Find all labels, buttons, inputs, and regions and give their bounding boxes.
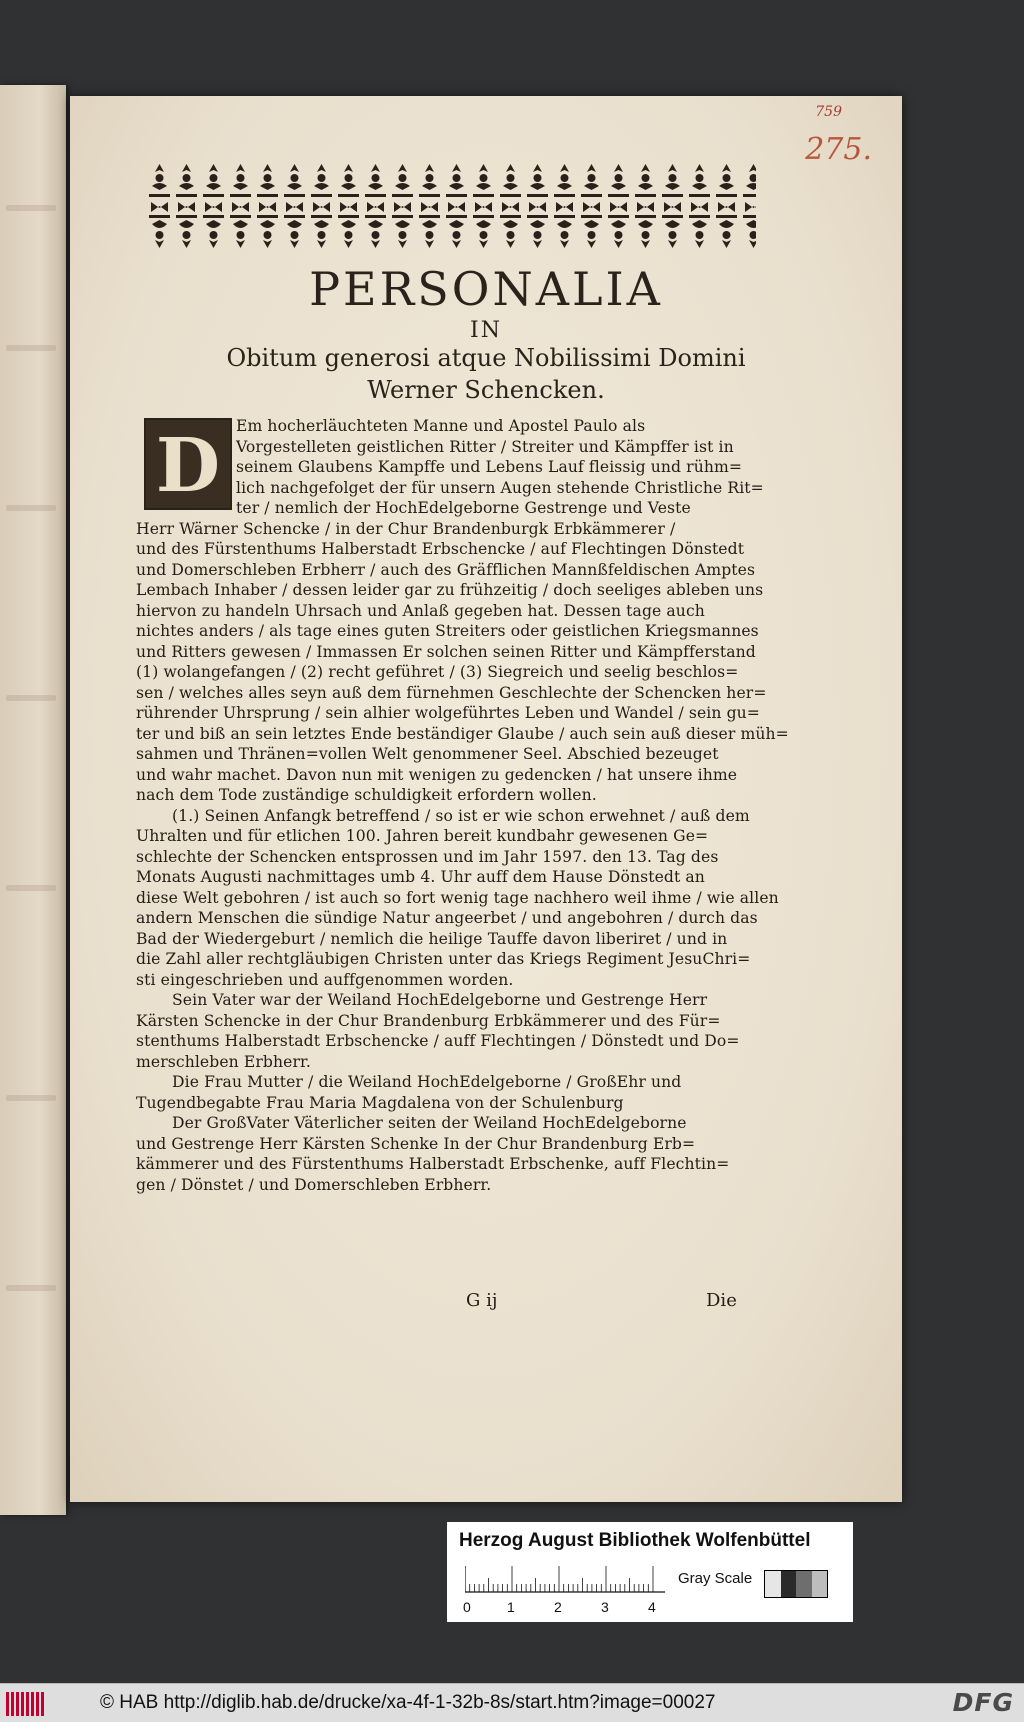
hab-logo-icon (6, 1692, 44, 1716)
text-line: sen / welches alles seyn auß dem fürnehmen Geschlechte der Schencken her= (136, 683, 767, 702)
previous-page-edge (0, 85, 66, 1515)
subtitle-line-1: Obitum generosi atque Nobilissimi Domini (226, 344, 746, 372)
text-line: ter / nemlich der HochEdelgeborne Gestrenge und Veste (236, 499, 691, 517)
text-line: Uhralten und für etlichen 100. Jahren bereit kundbahr gewesenen Ge= (136, 827, 709, 845)
text-line: gen / Dönstet / und Domerschleben Erbherr. (136, 1175, 492, 1194)
dfg-logo: DFG (952, 1688, 1014, 1717)
text-line: nach dem Tode zuständige schuldigkeit erfordern wollen. (136, 786, 597, 804)
text-line: Die Frau Mutter / die Weiland HochEdelgeborne / GroßEhr und (172, 1073, 682, 1091)
text-line: die Zahl aller rechtgläubigen Christen unter das Kriegs Regiment JesuChri= (136, 950, 751, 968)
ruler-number: 4 (648, 1599, 656, 1615)
text-line: merschleben Erbherr. (136, 1052, 311, 1071)
text-line: und wahr machet. Davon nun mit wenigen zu gedencken / hat unsere ihme (136, 765, 738, 784)
body-text (136, 416, 826, 1195)
text-line: nichtes anders / als tage eines guten Streiters oder geistlichen Kriegsmannes (136, 622, 759, 640)
pencil-note-top: 759 (815, 104, 842, 120)
source-url-text[interactable]: © HAB http://diglib.hab.de/drucke/xa-4f-1-32b-8s/start.htm?image=00027 (100, 1692, 716, 1713)
gray-swatch-cell (796, 1571, 812, 1597)
text-line: Sein Vater war der Weiland HochEdelgeborne und Gestrenge Herr (172, 991, 708, 1009)
ruler-scale (465, 1564, 665, 1594)
text-line: (1) wolangefangen / (2) recht geführet / (3) Siegreich und seelig beschlos= (136, 663, 739, 681)
text-line: Tugendbegabte Frau Maria Magdalena von der Schulenburg (136, 1093, 624, 1112)
text-line: hiervon zu handeln Uhrsach und Anlaß gegeben hat. Dessen tage auch (136, 601, 705, 620)
ruler-number: 0 (463, 1599, 471, 1615)
page-title: PERSONALIA (309, 262, 663, 316)
status-bar (0, 1683, 1024, 1722)
color-scale-card (447, 1522, 853, 1622)
text-line: lich nachgefolget der für unsern Augen stehende Christliche Rit= (236, 478, 764, 497)
text-line: ter und biß an sein letztes Ende beständiger Glaube / auch sein auß dieser müh= (136, 724, 789, 743)
ruler-number: 1 (507, 1599, 515, 1615)
text-line: diese Welt gebohren / ist auch so fort wenig tage nachhero weil ihme / wie allen (136, 888, 779, 907)
text-line: Em hocherläuchteten Manne und Apostel Paulo als (236, 417, 646, 435)
subtitle-line-2: Werner Schencken. (367, 376, 605, 404)
text-line: sahmen und Thränen=vollen Welt genommener Seel. Abschied bezeuget (136, 745, 719, 763)
text-line: rührender Uhrsprung / sein alhier wolgeführtes Leben und Wandel / sein gu= (136, 704, 760, 722)
text-line: (1.) Seinen Anfangk betreffend / so ist er wie schon erwehnet / auß dem (172, 806, 750, 825)
ruler-number: 2 (554, 1599, 562, 1615)
text-line: schlechte der Schencken entsprossen und im Jahr 1597. den 13. Tag des (136, 847, 719, 866)
gray-scale-label: Gray Scale (678, 1570, 753, 1587)
gray-swatch-cell (812, 1571, 828, 1597)
text-line: und des Fürstenthums Halberstadt Erbschencke / auf Flechtingen Dönstedt (136, 540, 745, 558)
text-line: Monats Augusti nachmittages umb 4. Uhr auff dem Hause Dönstedt an (136, 868, 705, 886)
library-name: Herzog August Bibliothek Wolfenbüttel (459, 1530, 811, 1551)
text-line: Herr Wärner Schencke / in der Chur Brandenburgk Erbkämmerer / (136, 519, 676, 538)
decorated-initial: D (144, 418, 232, 510)
text-line: Vorgestelleten geistlichen Ritter / Streiter und Kämpffer ist in (236, 437, 734, 456)
gray-swatch-cell (765, 1571, 781, 1597)
text-line: seinem Glaubens Kampffe und Lebens Lauf fleissig und rühm= (236, 458, 743, 476)
text-line: und Domerschleben Erbherr / auch des Gräfflichen Mannßfeldischen Amptes (136, 560, 756, 579)
text-line: und Ritters gewesen / Immassen Er solchen seinen Ritter und Kämpfferstand (136, 642, 756, 661)
text-line: Kärsten Schencke in der Chur Brandenburg Erbkämmerer und des Für= (136, 1011, 721, 1030)
title-in: IN (470, 318, 502, 343)
pencil-page-number: 275. (805, 132, 872, 167)
text-line: stenthums Halberstadt Erbschencke / auff Flechtingen / Dönstedt und Do= (136, 1032, 740, 1050)
text-line: und Gestrenge Herr Kärsten Schenke In der Chur Brandenburg Erb= (136, 1134, 696, 1153)
text-line: kämmerer und des Fürstenthums Halberstadt Erbschenke, auff Flechtin= (136, 1155, 730, 1173)
gray-swatch-cell (781, 1571, 797, 1597)
gray-scale-swatch (764, 1570, 828, 1598)
text-line: andern Menschen die sündige Natur angeerbet / und angebohren / durch das (136, 909, 758, 927)
text-line: Lembach Inhaber / dessen leider gar zu frühzeitig / doch seeliges ableben uns (136, 581, 764, 599)
ruler-number: 3 (601, 1599, 609, 1615)
text-line: sti eingeschrieben und auffgenommen worden. (136, 970, 514, 989)
ornament-band (146, 160, 756, 252)
document-page (70, 96, 902, 1502)
text-line: Der GroßVater Väterlicher seiten der Weiland HochEdelgeborne (172, 1114, 687, 1132)
catchword: Die (706, 1290, 737, 1311)
text-line: Bad der Wiedergeburt / nemlich die heilige Tauffe davon liberiret / und in (136, 929, 728, 948)
signature-mark: G ij (466, 1290, 498, 1311)
